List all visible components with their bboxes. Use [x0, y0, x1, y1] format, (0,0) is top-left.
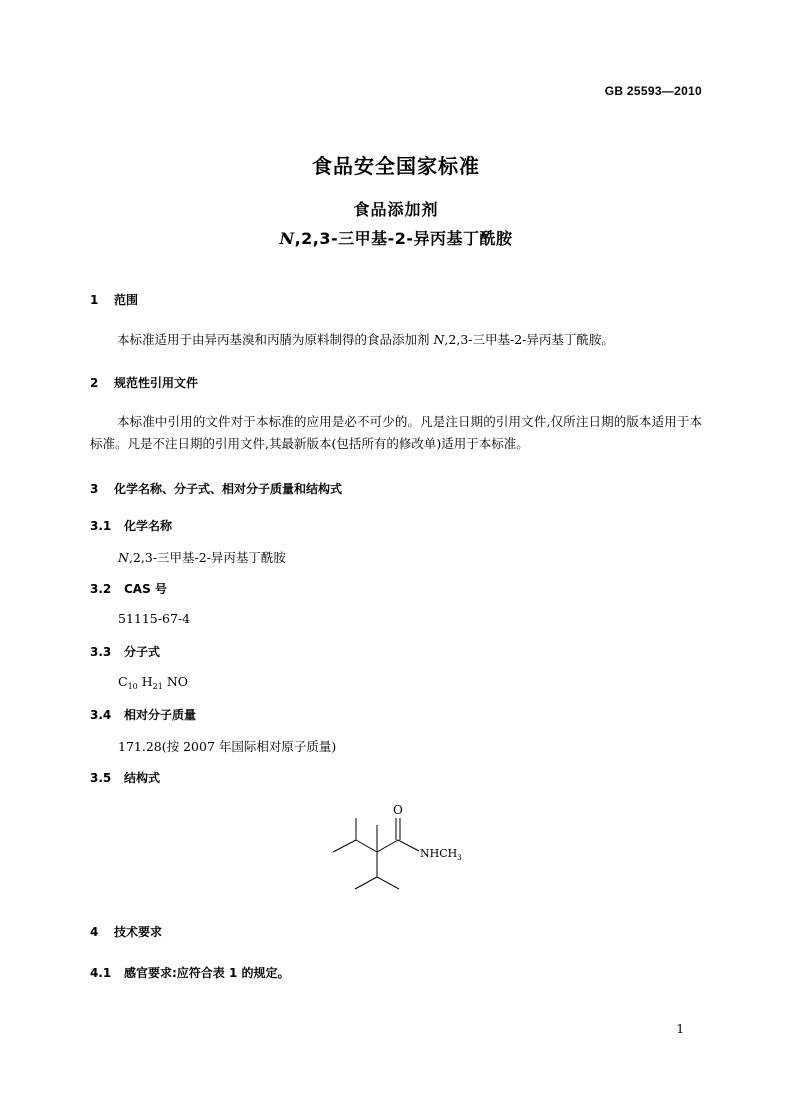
main-title: 食品安全国家标准 [312, 154, 480, 178]
section-2-title: 规范性引用文件 [114, 376, 199, 390]
section-3-2-number: 3.2 [90, 582, 112, 596]
s1-body-before: 本标准适用于由异丙基溴和丙腈为原料制得的食品添加剂 [117, 332, 434, 347]
bond-carbonyl-nitrogen [398, 840, 419, 851]
section-3-5-title: 结构式 [124, 771, 161, 785]
section-2-body: 本标准中引用的文件对于本标准的应用是必不可少的。凡是注日期的引用文件,仅所注日期的版本适用于本标准。凡是不注日期的引用文件,其最新版本(包括所有的修改单)适用于本标准。 [90, 414, 702, 451]
formula-c-sub: 10 [127, 682, 138, 691]
structural-formula [320, 795, 480, 905]
section-3-3-number: 3.3 [90, 645, 112, 659]
structure-bonds [333, 818, 419, 889]
category-title: 食品添加剂 [353, 200, 439, 219]
section-2-heading [90, 374, 198, 391]
bond-isopropyl1-quaternary [356, 840, 377, 852]
amine-text: NHCH [420, 847, 458, 860]
section-1-heading [90, 291, 138, 308]
bond-quaternary-carbonyl [377, 840, 398, 852]
section-3-2-title: CAS 号 [124, 582, 167, 596]
section-3-heading [90, 480, 342, 497]
formula-h-sub: 21 [152, 682, 163, 691]
standard-code: GB 25593—2010 [604, 84, 702, 98]
section-4-1-title: 感官要求:应符合表 1 的规定。 [124, 966, 290, 980]
formula-rest: NO [166, 674, 189, 689]
molecular-formula-value [118, 674, 188, 691]
section-1-body [90, 329, 702, 351]
page-number: 1 [676, 1022, 684, 1036]
chemical-name-italic: N [118, 550, 129, 565]
section-1-number: 1 [90, 293, 99, 307]
section-3-4-heading [90, 706, 196, 723]
section-3-5-heading [90, 769, 160, 786]
cas-number-value: 51115-67-4 [118, 611, 191, 626]
section-3-3-title: 分子式 [124, 645, 161, 659]
section-4-heading [90, 923, 162, 940]
s1-body-italic: N [433, 332, 445, 347]
compound-title [0, 226, 792, 249]
section-3-number: 3 [90, 482, 99, 496]
bond-isopropyl2-right [377, 877, 399, 889]
formula-h: H [141, 674, 153, 689]
section-3-1-number: 3.1 [90, 519, 112, 533]
chemical-name-value [118, 548, 286, 566]
bond-isopropyl1-left [333, 840, 356, 852]
section-4-title: 技术要求 [114, 925, 163, 939]
chemical-name-rest: ,2,3-三甲基-2-异丙基丁酰胺 [128, 550, 286, 565]
section-2-number: 2 [90, 376, 99, 390]
section-4-1-number: 4.1 [90, 966, 112, 980]
section-3-1-title: 化学名称 [124, 519, 173, 533]
amine-sub: 3 [457, 854, 462, 862]
compound-title-italic: N [279, 229, 295, 248]
compound-title-rest: ,2,3-三甲基-2-异丙基丁酰胺 [294, 229, 513, 248]
section-3-2-heading [90, 580, 167, 597]
section-1-title: 范围 [114, 293, 139, 307]
section-3-1-heading [90, 517, 172, 534]
section-3-5-number: 3.5 [90, 771, 112, 785]
bond-isopropyl2-left [355, 877, 377, 889]
s1-body-after: ,2,3-三甲基-2-异丙基丁酰胺。 [444, 332, 614, 347]
section-3-4-number: 3.4 [90, 708, 112, 722]
oxygen-label: O [393, 803, 403, 817]
formula-c: C [118, 674, 128, 689]
section-3-4-title: 相对分子质量 [124, 708, 197, 722]
section-3-3-heading [90, 643, 160, 660]
molecular-mass-value: 171.28(按 2007 年国际相对原子质量) [118, 739, 337, 754]
section-4-number: 4 [90, 925, 99, 939]
section-3-title: 化学名称、分子式、相对分子质量和结构式 [114, 482, 343, 496]
amine-label [420, 847, 462, 862]
section-4-1-heading [90, 964, 290, 981]
